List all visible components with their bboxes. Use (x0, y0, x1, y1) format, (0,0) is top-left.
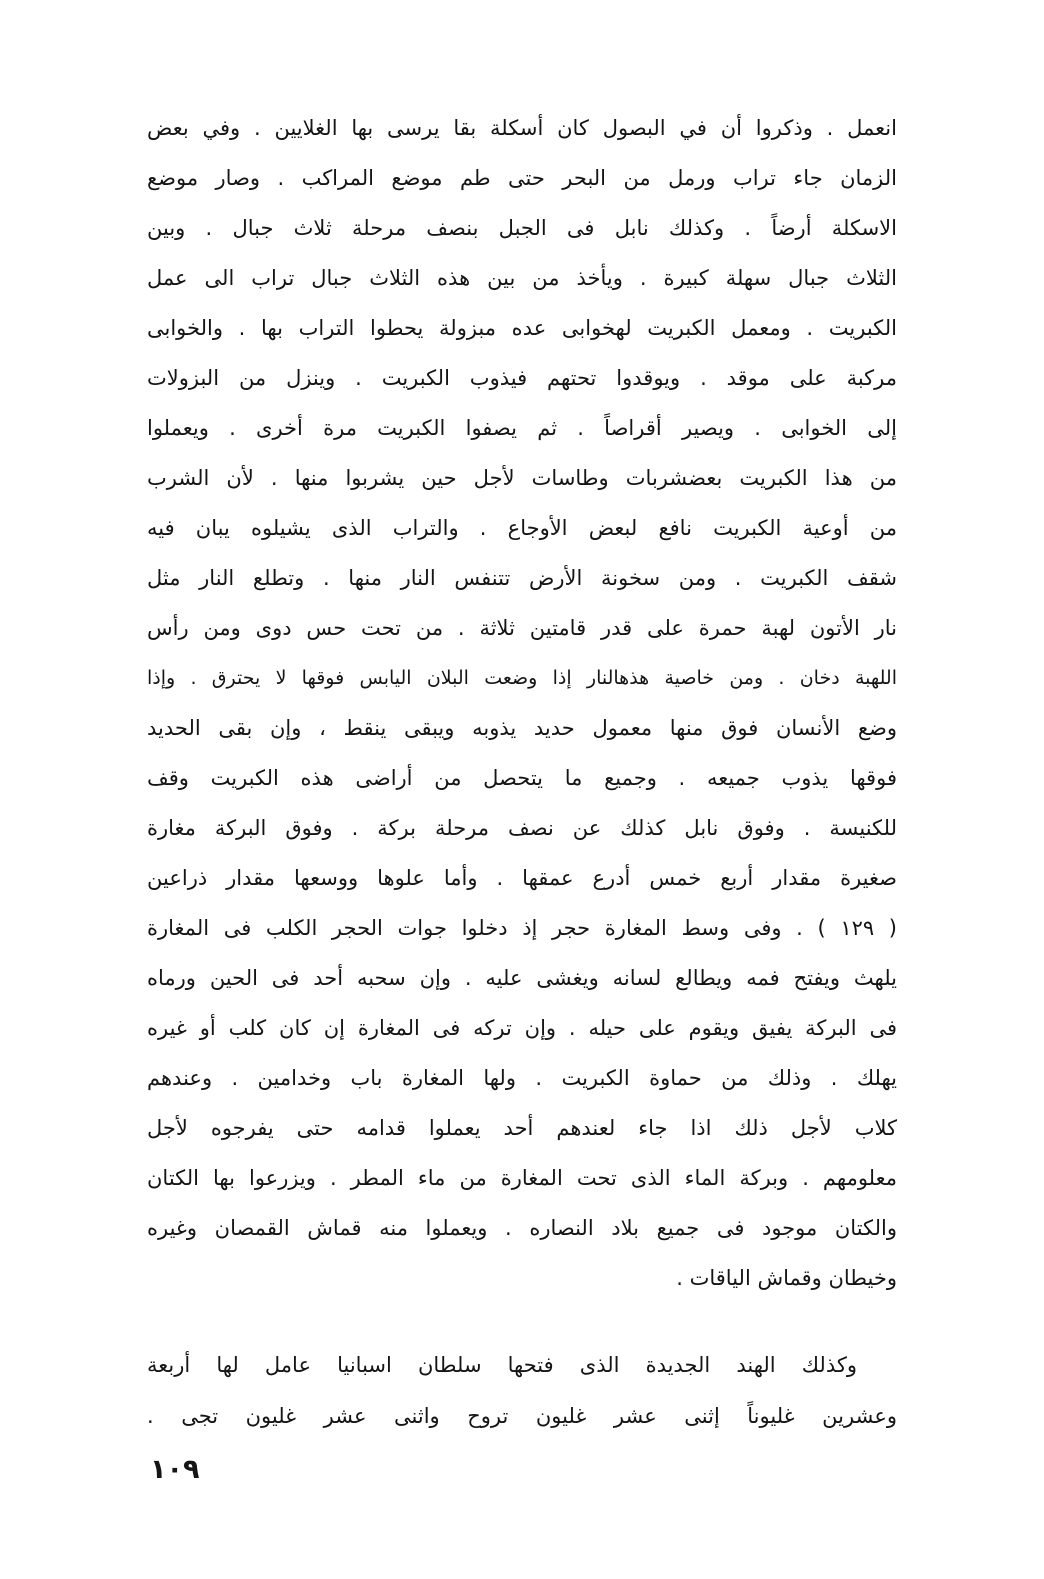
text-line: الكبريت . ومعمل الكبريت لهخوابى عده مبزولة يحطوا التراب بها . والخوابى (147, 316, 897, 340)
text-line: صغيرة مقدار أربع خمس أدرع عمقها . وأما علوها ووسعها مقدار ذراعين (147, 866, 897, 890)
text-line: وعشرين غليوناً إثنى عشر غليون تروح واثنى عشر غليون تجى . (147, 1404, 897, 1428)
text-line: اللهبة دخان . ومن خاصية هذهالنار إذا وضعت البلان اليابس فوقها لا يحترق . وإذا (147, 667, 897, 689)
text-line: الثلاث جبال سهلة كبيرة . ويأخذ من بين هذه الثلاث جبال تراب الى عمل (147, 266, 897, 290)
text-line: معلومهم . وبركة الماء الذى تحت المغارة من ماء المطر . ويزرعوا بها الكتان (147, 1166, 897, 1190)
text-line: الاسكلة أرضاً . وكذلك نابل فى الجبل بنصف مرحلة ثلاث جبال . وبين (147, 216, 897, 240)
text-line: والكتان موجود فى جميع بلاد النصاره . ويعملوا منه قماش القمصان وغيره (147, 1216, 897, 1240)
paragraph (147, 103, 897, 1303)
text-line: انعمل . وذكروا أن في البصول كان أسكلة بقا يرسى بها الغلايين . وفي بعض (147, 116, 897, 140)
text-line: كلاب لأجل ذلك اذا جاء لعندهم أحد يعملوا قدامه حتى يفرجوه لأجل (147, 1116, 897, 1140)
text-line: شقف الكبريت . ومن سخونة الأرض تتنفس النار منها . وتطلع النار مثل (147, 566, 897, 590)
text-line: وخيطان وقماش الياقات . (676, 1266, 897, 1290)
text-line: وضع الأنسان فوق منها معمول حديد يذوبه ويبقى ينقط ، وإن بقى الحديد (147, 716, 897, 740)
text-line: يلهث ويفتح فمه ويطالع لسانه ويغشى عليه . وإن سحبه أحد فى الحين ورماه (147, 966, 897, 990)
text-line: من أوعية الكبريت نافع لبعض الأوجاع . والتراب الذى يشيلوه يبان فيه (147, 516, 897, 540)
paragraph (147, 1340, 897, 1442)
text-line: مركبة على موقد . ويوقدوا تحتهم فيذوب الكبريت . وينزل من البزولات (147, 366, 897, 390)
text-line: نار الأتون لهبة حمرة على قدر قامتين ثلاثة . من تحت حس دوى ومن رأس (147, 616, 897, 640)
text-line: للكنيسة . وفوق نابل كذلك عن نصف مرحلة بركة . وفوق البركة مغارة (147, 816, 897, 840)
text-line: ( ١٢٩ ) . وفى وسط المغارة حجر إذ دخلوا جوات الحجر الكلب فى المغارة (147, 916, 897, 940)
text-line: فوقها يذوب جميعه . وجميع ما يتحصل من أراضى هذه الكبريت وقف (147, 766, 897, 790)
page-number: ١٠٩ (150, 1454, 200, 1485)
text-line: إلى الخوابى . ويصير أقراصاً . ثم يصفوا الكبريت مرة أخرى . ويعملوا (147, 416, 897, 440)
text-line: وكذلك الهند الجديدة الذى فتحها سلطان اسبانيا عامل لها أربعة (147, 1353, 857, 1377)
text-line: الزمان جاء تراب ورمل من البحر حتى طم موضع المراكب . وصار موضع (147, 166, 897, 190)
text-line: يهلك . وذلك من حماوة الكبريت . ولها المغارة باب وخدامين . وعندهم (147, 1066, 897, 1090)
text-line: من هذا الكبريت بعضشربات وطاسات لأجل حين يشربوا منها . لأن الشرب (147, 466, 897, 490)
text-line: فى البركة يفيق ويقوم على حيله . وإن تركه فى المغارة إن كان كلب أو غيره (147, 1016, 897, 1040)
